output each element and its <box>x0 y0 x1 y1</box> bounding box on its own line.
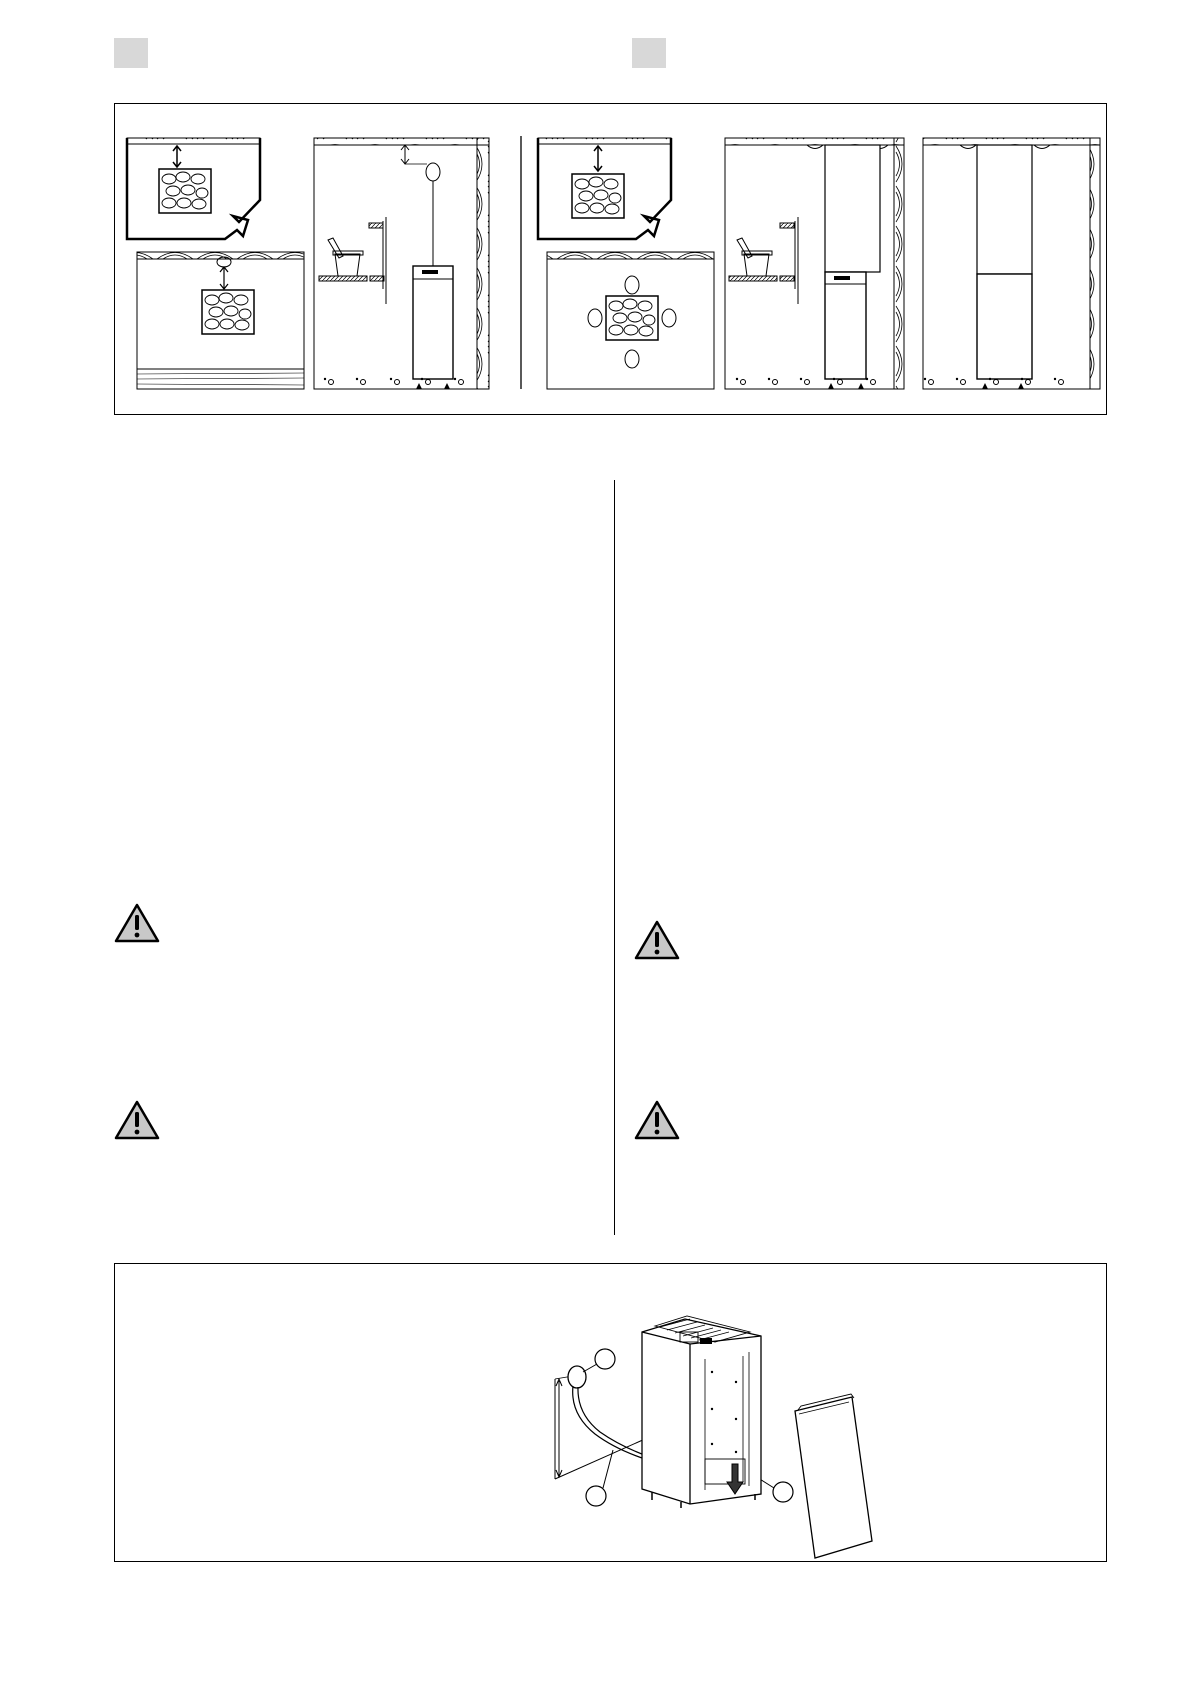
callout-circle <box>586 1486 606 1506</box>
warning-triangle-icon <box>634 1100 680 1140</box>
side-view-ceiling-left <box>137 252 304 389</box>
warning-triangle-icon <box>114 1100 160 1140</box>
figure-marker-left <box>114 38 148 68</box>
top-view-corner-right <box>538 138 671 239</box>
column-divider <box>614 480 615 1235</box>
side-view-room-duct <box>725 138 904 389</box>
top-view-corner-left <box>127 138 260 239</box>
warning-triangle-icon <box>634 920 680 960</box>
callout-circle <box>773 1482 793 1502</box>
figure-marker-right <box>632 38 666 68</box>
installation-diagram <box>115 104 1106 414</box>
side-view-room-left <box>314 138 489 389</box>
side-view-room-column <box>923 138 1100 389</box>
top-view-vents <box>547 252 714 389</box>
top-installation-figure <box>114 103 1107 415</box>
warning-triangle-icon <box>114 903 160 943</box>
callout-circle <box>595 1349 615 1369</box>
heater-connection-diagram <box>115 1264 1106 1561</box>
bottom-heater-figure <box>114 1263 1107 1562</box>
